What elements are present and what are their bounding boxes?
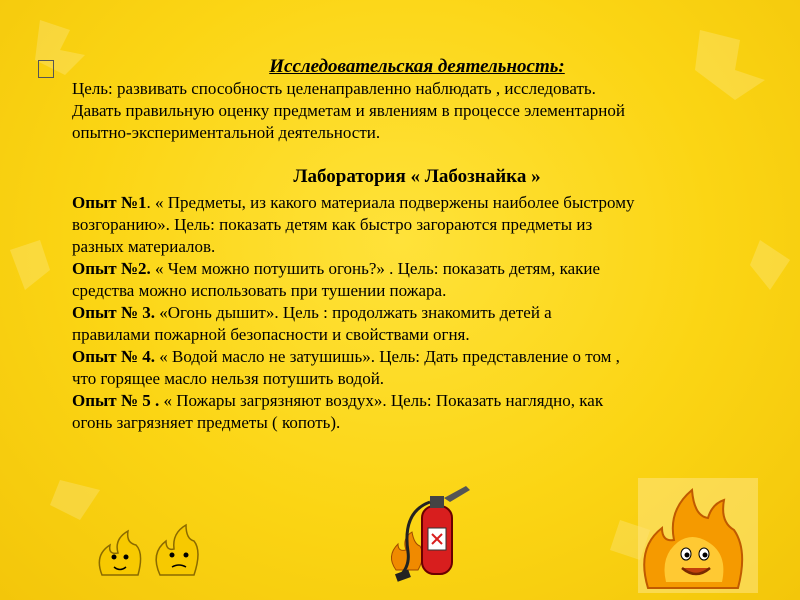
experiment-line: возгоранию». Цель: показать детям как быстро загораются предметы из	[72, 215, 593, 234]
goal-line: опытно-экспериментальной деятельности.	[72, 123, 381, 142]
experiment-line: средства можно использовать при тушении пожара.	[72, 281, 447, 300]
fire-characters-icon	[92, 515, 212, 585]
smiling-fire-icon	[638, 478, 758, 593]
experiment-label: Опыт №2.	[72, 259, 151, 278]
slide-content	[72, 56, 762, 434]
experiment-line: Опыт №2. « Чем можно потушить огонь?» . Цель: показать детям, какие	[72, 259, 601, 278]
experiment-line: огонь загрязняет предметы ( копоть).	[72, 413, 341, 432]
experiment-line: правилами пожарной безопасности и свойствами огня.	[72, 325, 470, 344]
goal-line: Давать правильную оценку предметам и явлениям в процессе элементарной	[72, 101, 625, 120]
fire-extinguisher-icon	[382, 478, 482, 588]
experiment-line: Опыт № 3. «Огонь дышит». Цель : продолжать знакомить детей а	[72, 303, 552, 322]
experiment-list	[72, 192, 762, 434]
lab-title: Лаборатория « Лабознайка »	[293, 166, 541, 187]
experiment-line: что горящее масло нельзя потушить водой.	[72, 369, 385, 388]
experiment-label: Опыт № 5 .	[72, 391, 160, 410]
bullet-icon	[38, 60, 54, 78]
experiment-line: Опыт №1. « Предметы, из какого материала подвержены наиболее быстрому	[72, 193, 635, 212]
experiment-line: разных материалов.	[72, 237, 216, 256]
experiment-line: Опыт № 5 . « Пожары загрязняют воздух». Цель: Показать наглядно, как	[72, 391, 604, 410]
experiment-label: Опыт № 3.	[72, 303, 155, 322]
experiment-line: Опыт № 4. « Водой масло не затушишь». Цель: Дать представление о том ,	[72, 347, 620, 366]
page-title: Исследовательская деятельность:	[269, 56, 565, 77]
experiment-label: Опыт №1	[72, 193, 147, 212]
goal-line: Цель: развивать способность целенаправленно наблюдать , исследовать.	[72, 79, 596, 98]
experiment-label: Опыт № 4.	[72, 347, 155, 366]
